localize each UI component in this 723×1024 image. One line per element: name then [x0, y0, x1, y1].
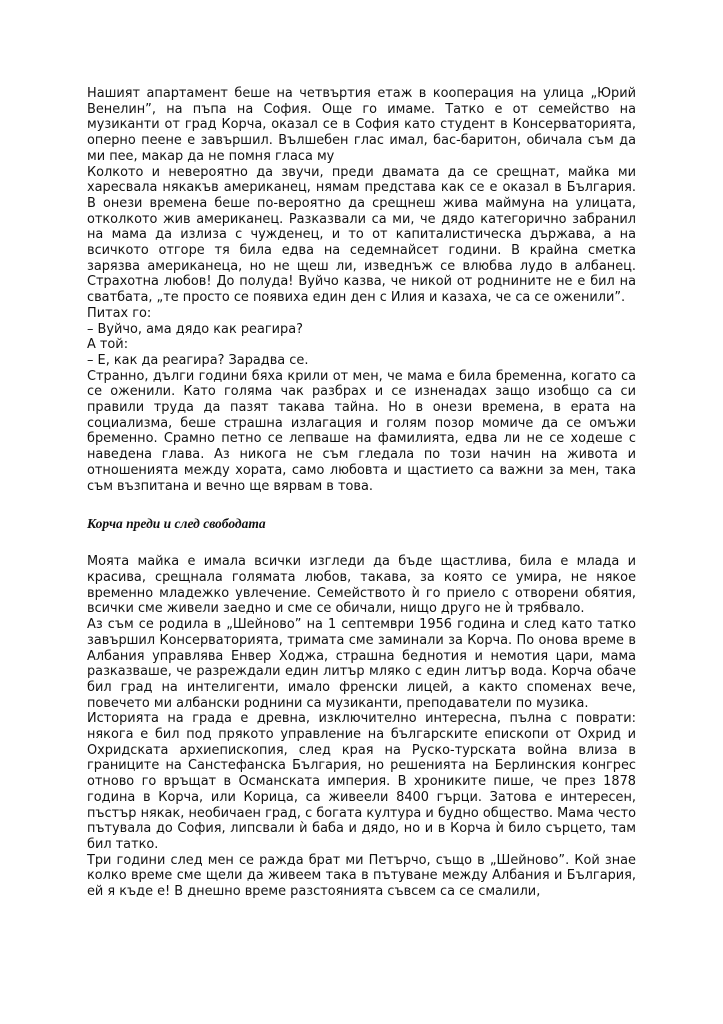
- paragraph-apartment: Нашият апартамент беше на четвъртия етаж в кооперация на улица „Юрий Венелин”, на пъпа на София. Още го имаме. Татко е от семейство на музиканти от град Корча, оказал се в София като студент в Консерваторията, оперно пеене е завършил. Вълшебен глас имал, бас-баритон, обичала съм да ми пее, макар да не помня гласа му: [87, 86, 636, 164]
- dialogue-line: – Е, как да реагира? Зарадва се.: [87, 352, 309, 368]
- paragraph-secret: Странно, дълги години бяха крили от мен, че мама е била бременна, когато са се оженили. Като голяма чак разбрах и се изненадах защо изобщо са си правили труда да пазят такава тайна. Но в онези времена, в ерата на социализма, беше страшна излагация и голям позор момиче да се омъжи бременно. Срамно петно се лепваше на фамилията, едва ли не се ходеше с наведена глава. Аз никога не съм гледала по този начин на живота и отношенията между хората, само любовта и щастието са важни за мен, така съм възпитана и вечно ще вярвам в това.: [87, 368, 636, 494]
- dialogue-line: А той:: [87, 337, 129, 353]
- dialogue-line: Питах го:: [87, 305, 152, 321]
- section-heading: Корча преди и след свободата: [87, 516, 266, 532]
- paragraph-birth: Аз съм се родила в „Шейново” на 1 септември 1956 година и след като татко завършил Консерваторията, тримата сме заминали за Корча. По онова време в Албания управлява Енвер Ходжа, страшна беднотия и немотия цари, мама разказваше, че разреждали един литър мляко с един литър вода. Корча обаче бил град на интелигенти, имало френски лицей, а както споменах вече, повечето ми албански роднини са музиканти, преподаватели по музика.: [87, 617, 636, 711]
- paragraph-brother: Три години след мен се ражда брат ми Петърчо, също в „Шейново”. Кой знае колко време сме щели да живеем така в пътуване между Албания и България, ей я къде е! В днешно време разстоянията съвсем са се смалили,: [87, 852, 636, 900]
- paragraph-history: Историята на града е древна, изключително интересна, пълна с поврати: някога е бил под прякото управление на българските епископи от Охрид и Охридската архиепископия, след края на Руско-турската война влиза в границите на Санстефанска България, но решенията на Берлинския конгрес отново го връщат в Османската империя. В хрониките пише, че през 1878 година в Корча, или Корица, са живеели 8400 гърци. Затова е интересен, пъстър някак, необичаен град, с богата култура и будно общество. Мама често пътувала до София, липсвали ѝ баба и дядо, но и в Корча ѝ било сърцето, там бил татко.: [87, 711, 636, 852]
- paragraph-mother: Моята майка е имала всички изгледи да бъде щастлива, била е млада и красива, срещнала голямата любов, такава, за която се умира, не някое временно младежко увлечение. Семейството ѝ го приело с отворени обятия, всички сме живели заедно и сме се обичали, нищо друго не ѝ трябвало.: [87, 554, 636, 617]
- paragraph-american: Колкото и невероятно да звучи, преди двамата да се срещнат, майка ми харесвала някакъв американец, нямам представа как се е оказал в България. В онези времена беше по-вероятно да срещнеш жива маймуна на улицата, отколкото жив американец. Разказвали са ми, че дядо категорично забранил на мама да излиза с чужденец, и то от капиталистическа държава, а на всичкото отгоре тя била едва на седемнайсет години. В крайна сметка зарязва американеца, но не щеш ли, изведнъж се влюбва лудо в албанец. Страхотна любов! До полуда! Вуйчо казва, че никой от роднините не е бил на сватбата, „те просто се появиха един ден с Илия и казаха, че са се оженили”.: [87, 164, 636, 306]
- document-page: [87, 86, 636, 900]
- dialogue-line: – Вуйчо, ама дядо как реагира?: [87, 321, 303, 337]
